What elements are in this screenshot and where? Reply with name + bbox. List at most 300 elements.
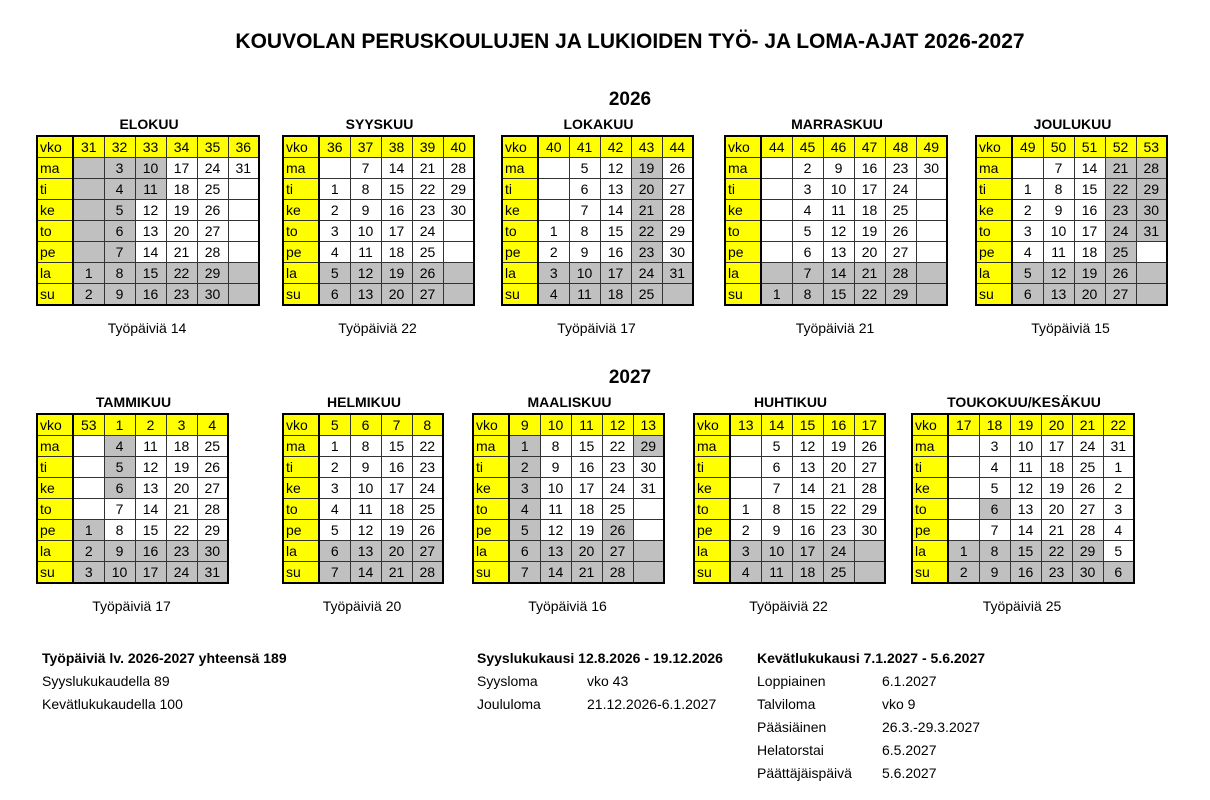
week-number: 41 xyxy=(569,136,600,158)
spring-item-label: Talviloma xyxy=(757,696,816,712)
workdays-count: Työpäiviä 22 xyxy=(749,598,828,614)
day-cell: 25 xyxy=(412,242,443,263)
spring-item xyxy=(757,762,985,785)
day-cell xyxy=(854,562,885,584)
day-cell: 6 xyxy=(319,284,350,306)
week-number-row xyxy=(912,414,1134,436)
row-label: to xyxy=(283,499,319,520)
year-heading-2027: 2027 xyxy=(608,367,652,388)
spring-item xyxy=(757,670,985,693)
day-cell: 2 xyxy=(509,457,540,478)
row-label: ti xyxy=(37,457,73,478)
row-label: la xyxy=(502,263,538,284)
day-cell: 6 xyxy=(792,242,823,263)
weekday-row xyxy=(502,179,693,200)
week-number: 44 xyxy=(662,136,693,158)
day-cell: 26 xyxy=(885,221,916,242)
day-cell: 15 xyxy=(381,436,412,457)
weekday-row xyxy=(725,242,947,263)
week-number: 17 xyxy=(854,414,885,436)
row-label: pe xyxy=(502,242,538,263)
day-cell: 18 xyxy=(792,562,823,584)
day-cell: 27 xyxy=(1072,499,1103,520)
day-cell: 25 xyxy=(412,499,443,520)
row-label: su xyxy=(912,562,948,584)
week-number-row xyxy=(502,136,693,158)
week-number: 12 xyxy=(602,414,633,436)
day-cell: 19 xyxy=(823,436,854,457)
month-name: MARRASKUU xyxy=(791,116,883,132)
day-cell: 15 xyxy=(135,263,166,284)
weekday-row xyxy=(473,436,664,457)
row-label: ma xyxy=(725,158,761,179)
day-cell: 1 xyxy=(319,436,350,457)
spring-item-value: 6.5.2027 xyxy=(882,742,937,758)
day-cell: 27 xyxy=(1105,284,1136,306)
day-cell: 5 xyxy=(319,263,350,284)
week-number: 45 xyxy=(792,136,823,158)
day-cell xyxy=(538,200,569,221)
row-label: pe xyxy=(37,242,73,263)
weekday-row xyxy=(37,478,228,499)
row-label: ke xyxy=(283,200,319,221)
weekday-row xyxy=(694,436,885,457)
week-number: 18 xyxy=(979,414,1010,436)
month-table xyxy=(36,135,260,306)
weekday-row xyxy=(283,158,474,179)
day-cell: 2 xyxy=(1012,200,1043,221)
day-cell: 1 xyxy=(948,541,979,562)
autumn-item xyxy=(477,693,723,716)
row-label: ma xyxy=(473,436,509,457)
day-cell: 29 xyxy=(885,284,916,306)
row-label: ti xyxy=(502,179,538,200)
row-label: vko xyxy=(976,136,1012,158)
day-cell: 2 xyxy=(538,242,569,263)
row-label: pe xyxy=(725,242,761,263)
day-cell: 9 xyxy=(569,242,600,263)
week-number-row xyxy=(283,136,474,158)
autumn-item-label: Joululoma xyxy=(477,696,541,712)
day-cell: 11 xyxy=(1043,242,1074,263)
day-cell: 26 xyxy=(1105,263,1136,284)
day-cell: 6 xyxy=(104,478,135,499)
row-label: ke xyxy=(37,200,73,221)
day-cell: 15 xyxy=(1074,179,1105,200)
day-cell: 7 xyxy=(979,520,1010,541)
day-cell xyxy=(633,499,664,520)
day-cell: 24 xyxy=(197,158,228,179)
spring-item-value: 26.3.-29.3.2027 xyxy=(882,719,981,735)
week-number: 49 xyxy=(916,136,947,158)
day-cell: 10 xyxy=(1043,221,1074,242)
day-cell: 4 xyxy=(319,499,350,520)
week-number: 19 xyxy=(1010,414,1041,436)
day-cell: 8 xyxy=(761,499,792,520)
row-label: to xyxy=(37,499,73,520)
day-cell: 26 xyxy=(412,263,443,284)
day-cell: 26 xyxy=(412,520,443,541)
day-cell: 17 xyxy=(381,478,412,499)
weekday-row xyxy=(283,457,443,478)
week-number-row xyxy=(473,414,664,436)
day-cell: 25 xyxy=(197,179,228,200)
day-cell: 24 xyxy=(1072,436,1103,457)
day-cell: 23 xyxy=(166,284,197,306)
day-cell: 12 xyxy=(350,263,381,284)
day-cell: 27 xyxy=(197,478,228,499)
row-label: ma xyxy=(283,436,319,457)
day-cell: 13 xyxy=(350,541,381,562)
row-label: la xyxy=(37,263,73,284)
weekday-row xyxy=(37,457,228,478)
weekday-row xyxy=(912,499,1134,520)
day-cell: 8 xyxy=(350,436,381,457)
weekday-row xyxy=(473,457,664,478)
day-cell xyxy=(662,284,693,306)
month-calendar xyxy=(282,395,446,620)
week-number-row xyxy=(725,136,947,158)
autumn-item-value: 21.12.2026-6.1.2027 xyxy=(587,696,717,712)
day-cell: 25 xyxy=(1105,242,1136,263)
month-calendar xyxy=(36,117,262,342)
day-cell: 22 xyxy=(166,263,197,284)
spring-item-label: Helatorstai xyxy=(757,742,824,758)
row-label: la xyxy=(283,541,319,562)
day-cell: 8 xyxy=(569,221,600,242)
day-cell: 31 xyxy=(662,263,693,284)
day-cell: 12 xyxy=(540,520,571,541)
day-cell: 20 xyxy=(631,179,662,200)
day-cell: 19 xyxy=(1074,263,1105,284)
day-cell: 2 xyxy=(792,158,823,179)
day-cell: 8 xyxy=(1043,179,1074,200)
row-label: ma xyxy=(37,158,73,179)
day-cell: 12 xyxy=(792,436,823,457)
week-number: 17 xyxy=(948,414,979,436)
day-cell: 30 xyxy=(854,520,885,541)
row-label: la xyxy=(912,541,948,562)
day-cell: 18 xyxy=(381,242,412,263)
day-cell: 30 xyxy=(662,242,693,263)
day-cell: 16 xyxy=(381,457,412,478)
row-label: vko xyxy=(694,414,730,436)
weekday-row xyxy=(976,284,1167,306)
day-cell: 15 xyxy=(1010,541,1041,562)
day-cell: 31 xyxy=(1136,221,1167,242)
day-cell: 24 xyxy=(166,562,197,584)
day-cell: 2 xyxy=(948,562,979,584)
day-cell: 3 xyxy=(792,179,823,200)
weekday-row xyxy=(694,520,885,541)
workdays-count: Työpäiviä 15 xyxy=(1031,320,1110,336)
weekday-row xyxy=(912,541,1134,562)
day-cell xyxy=(1136,284,1167,306)
month-calendar xyxy=(693,395,888,620)
row-label: la xyxy=(283,263,319,284)
weekday-row xyxy=(725,263,947,284)
spring-item-value: vko 9 xyxy=(882,696,916,712)
day-cell: 19 xyxy=(571,520,602,541)
week-number: 36 xyxy=(319,136,350,158)
day-cell: 30 xyxy=(1136,200,1167,221)
day-cell: 6 xyxy=(319,541,350,562)
day-cell: 27 xyxy=(412,541,443,562)
spring-item-value: 5.6.2027 xyxy=(882,765,937,781)
weekday-row xyxy=(37,263,259,284)
week-number: 39 xyxy=(412,136,443,158)
day-cell: 10 xyxy=(350,221,381,242)
day-cell xyxy=(916,284,947,306)
day-cell: 1 xyxy=(73,520,104,541)
row-label: ke xyxy=(725,200,761,221)
week-number: 43 xyxy=(631,136,662,158)
day-cell: 4 xyxy=(104,436,135,457)
day-cell: 9 xyxy=(104,284,135,306)
day-cell: 13 xyxy=(1010,499,1041,520)
workdays-count: Työpäiviä 20 xyxy=(322,598,402,614)
day-cell xyxy=(730,436,761,457)
day-cell xyxy=(916,200,947,221)
day-cell: 27 xyxy=(885,242,916,263)
weekday-row xyxy=(976,179,1167,200)
day-cell: 14 xyxy=(823,263,854,284)
day-cell: 21 xyxy=(631,200,662,221)
day-cell: 28 xyxy=(1136,158,1167,179)
row-label: su xyxy=(502,284,538,306)
weekday-row xyxy=(976,221,1167,242)
day-cell: 17 xyxy=(1074,221,1105,242)
day-cell: 5 xyxy=(761,436,792,457)
week-number: 5 xyxy=(319,414,350,436)
day-cell: 16 xyxy=(135,284,166,306)
row-label: to xyxy=(473,499,509,520)
month-calendar xyxy=(472,395,667,620)
day-cell: 10 xyxy=(540,478,571,499)
day-cell: 1 xyxy=(73,263,104,284)
weekday-row xyxy=(283,284,474,306)
day-cell: 26 xyxy=(662,158,693,179)
day-cell: 2 xyxy=(730,520,761,541)
day-cell: 17 xyxy=(854,179,885,200)
day-cell: 23 xyxy=(885,158,916,179)
day-cell xyxy=(761,263,792,284)
day-cell: 28 xyxy=(443,158,474,179)
weekday-row xyxy=(283,562,443,584)
week-number: 10 xyxy=(540,414,571,436)
day-cell: 30 xyxy=(633,457,664,478)
day-cell: 3 xyxy=(730,541,761,562)
weekday-row xyxy=(473,541,664,562)
year-heading-2026: 2026 xyxy=(608,89,652,110)
day-cell: 21 xyxy=(823,478,854,499)
day-cell: 14 xyxy=(540,562,571,584)
day-cell xyxy=(73,179,104,200)
workdays-count: Työpäiviä 17 xyxy=(92,598,171,614)
week-number: 1 xyxy=(104,414,135,436)
day-cell: 16 xyxy=(135,541,166,562)
day-cell: 21 xyxy=(412,158,443,179)
day-cell xyxy=(761,200,792,221)
day-cell xyxy=(443,284,474,306)
day-cell: 20 xyxy=(1041,499,1072,520)
row-label: su xyxy=(37,284,73,306)
row-label: pe xyxy=(283,520,319,541)
weekday-row xyxy=(37,284,259,306)
day-cell: 23 xyxy=(1041,562,1072,584)
day-cell: 2 xyxy=(319,457,350,478)
spring-term-heading: Kevätlukukausi 7.1.2027 - 5.6.2027 xyxy=(757,650,986,666)
weekday-row xyxy=(283,436,443,457)
day-cell: 12 xyxy=(1010,478,1041,499)
day-cell xyxy=(443,242,474,263)
day-cell: 21 xyxy=(1105,158,1136,179)
day-cell: 7 xyxy=(319,562,350,584)
day-cell: 4 xyxy=(730,562,761,584)
day-cell xyxy=(948,499,979,520)
day-cell: 16 xyxy=(792,520,823,541)
day-cell: 25 xyxy=(602,499,633,520)
day-cell: 2 xyxy=(73,284,104,306)
week-number: 35 xyxy=(197,136,228,158)
day-cell: 14 xyxy=(381,158,412,179)
workdays-count: Työpäiviä 14 xyxy=(107,320,187,336)
week-number: 13 xyxy=(730,414,761,436)
day-cell: 13 xyxy=(350,284,381,306)
month-name: HELMIKUU xyxy=(327,394,401,410)
day-cell: 3 xyxy=(319,221,350,242)
weekday-row xyxy=(912,457,1134,478)
week-number: 31 xyxy=(73,136,104,158)
day-cell: 29 xyxy=(443,179,474,200)
day-cell xyxy=(948,478,979,499)
day-cell: 19 xyxy=(166,200,197,221)
day-cell: 29 xyxy=(662,221,693,242)
row-label: ke xyxy=(912,478,948,499)
day-cell xyxy=(73,221,104,242)
weekday-row xyxy=(976,242,1167,263)
day-cell: 16 xyxy=(854,158,885,179)
day-cell: 5 xyxy=(1103,541,1134,562)
day-cell: 5 xyxy=(509,520,540,541)
day-cell: 17 xyxy=(166,158,197,179)
day-cell: 28 xyxy=(412,562,443,584)
day-cell: 9 xyxy=(540,457,571,478)
day-cell: 28 xyxy=(854,478,885,499)
day-cell: 22 xyxy=(166,520,197,541)
month-table xyxy=(36,413,229,584)
weekday-row xyxy=(976,158,1167,179)
day-cell: 9 xyxy=(979,562,1010,584)
workdays-count: Työpäiviä 17 xyxy=(557,320,636,336)
day-cell: 26 xyxy=(197,457,228,478)
page-title: KOUVOLAN PERUSKOULUJEN JA LUKIOIDEN TYÖ- JA LOMA-AJAT 2026-2027 xyxy=(235,30,1025,53)
weekday-row xyxy=(283,242,474,263)
day-cell: 14 xyxy=(350,562,381,584)
week-number: 51 xyxy=(1074,136,1105,158)
weekday-row xyxy=(502,284,693,306)
day-cell: 28 xyxy=(197,242,228,263)
month-table xyxy=(975,135,1168,306)
row-label: vko xyxy=(283,414,319,436)
month-calendar xyxy=(282,117,477,342)
day-cell: 30 xyxy=(1072,562,1103,584)
week-number: 4 xyxy=(197,414,228,436)
day-cell: 4 xyxy=(538,284,569,306)
day-cell: 31 xyxy=(197,562,228,584)
month-name: JOULUKUU xyxy=(1033,116,1112,132)
day-cell: 19 xyxy=(381,520,412,541)
day-cell: 13 xyxy=(792,457,823,478)
day-cell: 14 xyxy=(1074,158,1105,179)
day-cell: 1 xyxy=(509,436,540,457)
day-cell: 25 xyxy=(1072,457,1103,478)
day-cell: 19 xyxy=(166,457,197,478)
weekday-row xyxy=(473,499,664,520)
spring-term xyxy=(757,647,985,785)
day-cell: 14 xyxy=(135,242,166,263)
day-cell: 5 xyxy=(1012,263,1043,284)
day-cell: 21 xyxy=(381,562,412,584)
day-cell xyxy=(730,457,761,478)
day-cell: 26 xyxy=(1072,478,1103,499)
week-number-row xyxy=(37,414,228,436)
weekday-row xyxy=(37,242,259,263)
month-name: TAMMIKUU xyxy=(95,394,172,410)
day-cell: 9 xyxy=(350,457,381,478)
day-cell: 5 xyxy=(979,478,1010,499)
week-number: 21 xyxy=(1072,414,1103,436)
row-label: ma xyxy=(694,436,730,457)
week-number-row xyxy=(37,136,259,158)
row-label: vko xyxy=(37,414,73,436)
row-label: ti xyxy=(694,457,730,478)
day-cell: 14 xyxy=(792,478,823,499)
day-cell: 3 xyxy=(1103,499,1134,520)
week-number: 32 xyxy=(104,136,135,158)
day-cell: 5 xyxy=(104,200,135,221)
week-number: 48 xyxy=(885,136,916,158)
week-number: 15 xyxy=(792,414,823,436)
month-calendar xyxy=(975,117,1170,342)
month-table xyxy=(282,135,475,306)
month-calendar xyxy=(501,117,696,342)
day-cell: 20 xyxy=(381,284,412,306)
day-cell xyxy=(1136,263,1167,284)
weekday-row xyxy=(37,499,228,520)
day-cell: 31 xyxy=(633,478,664,499)
row-label: pe xyxy=(37,520,73,541)
workday-summary xyxy=(42,647,287,716)
day-cell: 17 xyxy=(792,541,823,562)
weekday-row xyxy=(37,221,259,242)
row-label: to xyxy=(912,499,948,520)
day-cell: 20 xyxy=(1074,284,1105,306)
day-cell xyxy=(228,242,259,263)
day-cell: 13 xyxy=(600,179,631,200)
week-number: 7 xyxy=(381,414,412,436)
row-label: ke xyxy=(694,478,730,499)
day-cell xyxy=(948,457,979,478)
month-calendar xyxy=(36,395,231,620)
month-name: TOUKOKUU/KESÄKUU xyxy=(947,394,1101,410)
day-cell xyxy=(73,158,104,179)
day-cell: 29 xyxy=(197,263,228,284)
day-cell: 28 xyxy=(602,562,633,584)
workday-total-heading: Työpäiviä lv. 2026-2027 yhteensä 189 xyxy=(42,650,287,666)
day-cell: 30 xyxy=(916,158,947,179)
day-cell: 20 xyxy=(854,242,885,263)
